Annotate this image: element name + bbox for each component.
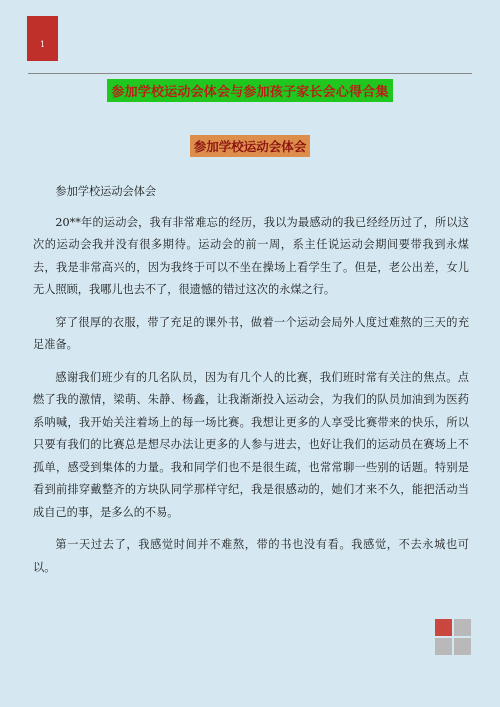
body-paragraph: 感谢我们班少有的几名队员，因为有几个人的比赛，我们班时常有关注的焦点。点燃了我的激情，梁萌、朱静、杨鑫，让我渐渐投入运动会，为我们的队员加油到为医药系呐喊，我开始关注着场上的每一场比赛。我想让更多的人享受比赛带来的快乐，所以只要有我们的比赛总是想尽办法让更多的人参与进去，也好让我们的运动员在赛场上不孤单，感受到集体的力量。我和同学们也不是很生疏，也常常聊一些别的话题。特别是看到前排穿戴整齐的方块队同学那样守纪，我是很感动的，她们才来不久，能把活动当成自己的事，是多么的不易。 [33,370,469,519]
header-divider [28,73,472,74]
body-paragraph: 20**年的运动会，我有非常难忘的经历，我以为最感动的我已经经历过了，所以这次的运动会我并没有很多期待。运动会的前一周，系主任说运动会期间要带我到永煤去，我是非常高兴的，因为我终于可以不坐在操场上看学生了。但是，老公出差，女儿无人照顾，我哪儿也去不了，很遗憾的错过这次的永煤之行。 [33,215,469,296]
corner-square [435,638,452,655]
section-title: 参加学校运动会体会 [190,135,311,157]
corner-decoration [435,619,471,655]
corner-square [454,619,471,636]
corner-square [435,619,452,636]
corner-square [454,638,471,655]
document-title: 参加学校运动会体会与参加孩子家长会心得合集 [107,79,392,102]
page-number: 1 [39,40,46,49]
page-number-badge [27,16,58,61]
body-paragraph: 第一天过去了，我感觉时间并不难熬，带的书也没有看。我感觉，不去永城也可以。 [33,538,469,574]
body-paragraph: 穿了很厚的衣服，带了充足的课外书，做着一个运动会局外人度过难熬的三天的充足准备。 [33,315,469,351]
section-title-container [0,135,500,157]
title-container [0,79,500,102]
body-paragraph: 参加学校运动会体会 [55,185,157,198]
document-body [33,181,469,589]
